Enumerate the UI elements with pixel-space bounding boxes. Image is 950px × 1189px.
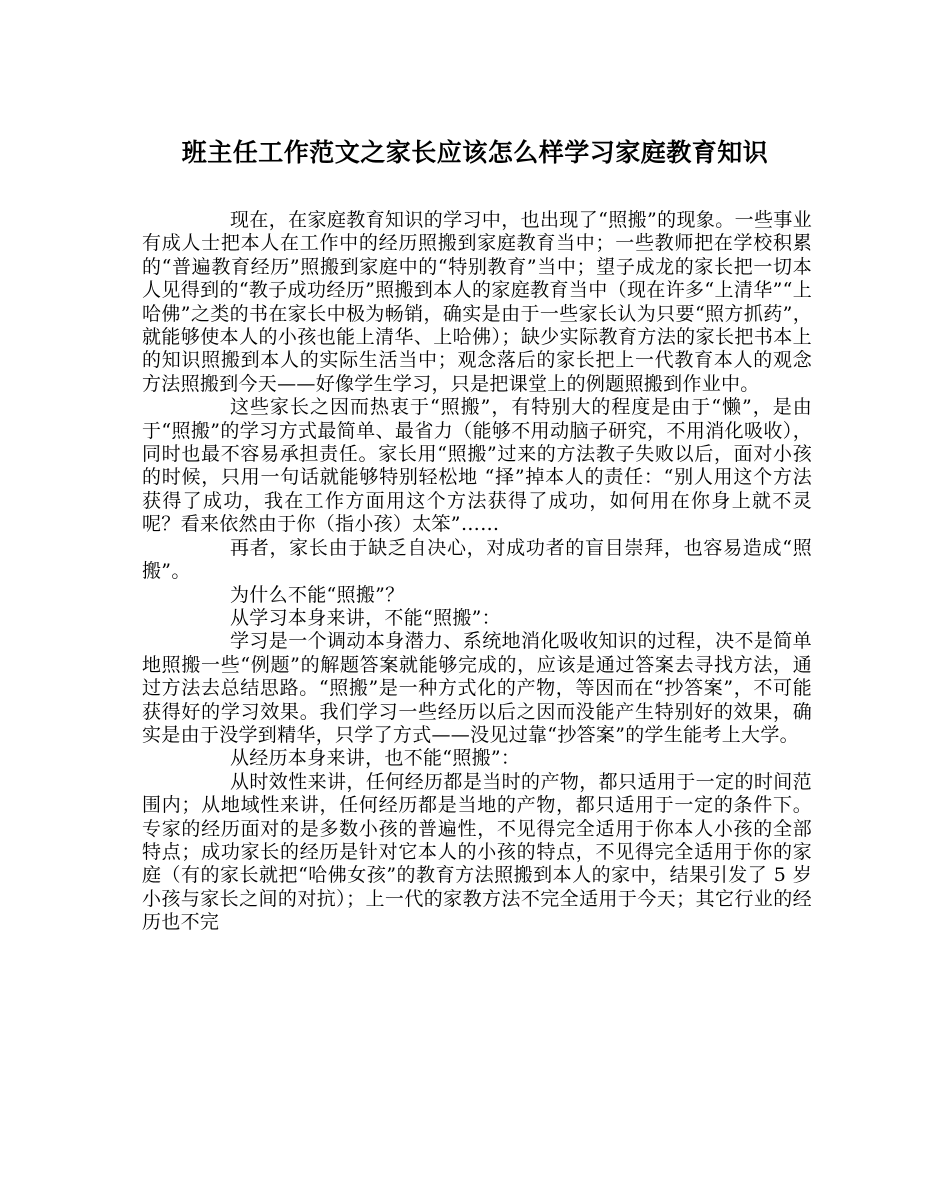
paragraph: 学习是一个调动本身潜力、系统地消化吸收知识的过程，决不是简单地照搬一些“例题”的解题答案就能够完成的，应该是通过答案去寻找方法，通过方法去总结思路。“照搬”是一种方式化的产物，等因而在“抄答案”，不可能获得好的学习效果。我们学习一些经历以后之因而没能产生特别好的效果，确实是由于没学到精华，只学了方式——没见过靠“抄答案”的学生能考上大学。: [142, 630, 812, 746]
paragraph: 现在，在家庭教育知识的学习中，也出现了“照搬”的现象。一些事业有成人士把本人在工作中的经历照搬到家庭教育当中；一些教师把在学校积累的“普遍教育经历”照搬到家庭中的“特别教育”当中；望子成龙的家长把一切本人见得到的“教子成功经历”照搬到本人的家庭教育当中（现在许多“上清华”“上哈佛”之类的书在家长中极为畅销，确实是由于一些家长认为只要“照方抓药”，就能够使本人的小孩也能上清华、上哈佛）；缺少实际教育方法的家长把书本上的知识照搬到本人的实际生活当中；观念落后的家长把上一代教育本人的观念方法照搬到今天——好像学生学习，只是把课堂上的例题照搬到作业中。: [142, 209, 812, 395]
paragraph: 从学习本身来讲，不能“照搬”：: [230, 606, 501, 629]
paragraph: 为什么不能“照搬”？: [230, 583, 405, 606]
document-body: [142, 209, 812, 935]
paragraph: 再者，家长由于缺乏自决心，对成功者的盲目崇拜，也容易造成“照搬”。: [142, 536, 812, 583]
document-title: 班主任工作范文之家长应该怎么样学习家庭教育知识: [181, 138, 769, 167]
paragraph: 这些家长之因而热衷于“照搬”，有特别大的程度是由于“懒”，是由于“照搬”的学习方式最简单、最省力（能够不用动脑子研究，不用消化吸收），同时也最不容易承担责任。家长用“照搬”过来的方法教子失败以后，面对小孩的时候，只用一句话就能够特别轻松地 “择”掉本人的责任：“别人用这个方法获得了成功，我在工作方面用这个方法获得了成功，如何用在你身上就不灵呢？看来依然由于你（指小孩）太笨”……: [142, 396, 812, 536]
paragraph: 从经历本身来讲，也不能“照搬”：: [230, 747, 521, 770]
paragraph: 从时效性来讲，任何经历都是当时的产物，都只适用于一定的时间范围内；从地域性来讲，任何经历都是当地的产物，都只适用于一定的条件下。专家的经历面对的是多数小孩的普遍性，不见得完全适用于你本人小孩的全部特点；成功家长的经历是针对它本人的小孩的特点，不见得完全适用于你的家庭（有的家长就把“哈佛女孩”的教育方法照搬到本人的家中，结果引发了 5 岁小孩与家长之间的对抗）；上一代的家教方法不完全适用于今天；其它行业的经历也不完: [142, 770, 812, 934]
